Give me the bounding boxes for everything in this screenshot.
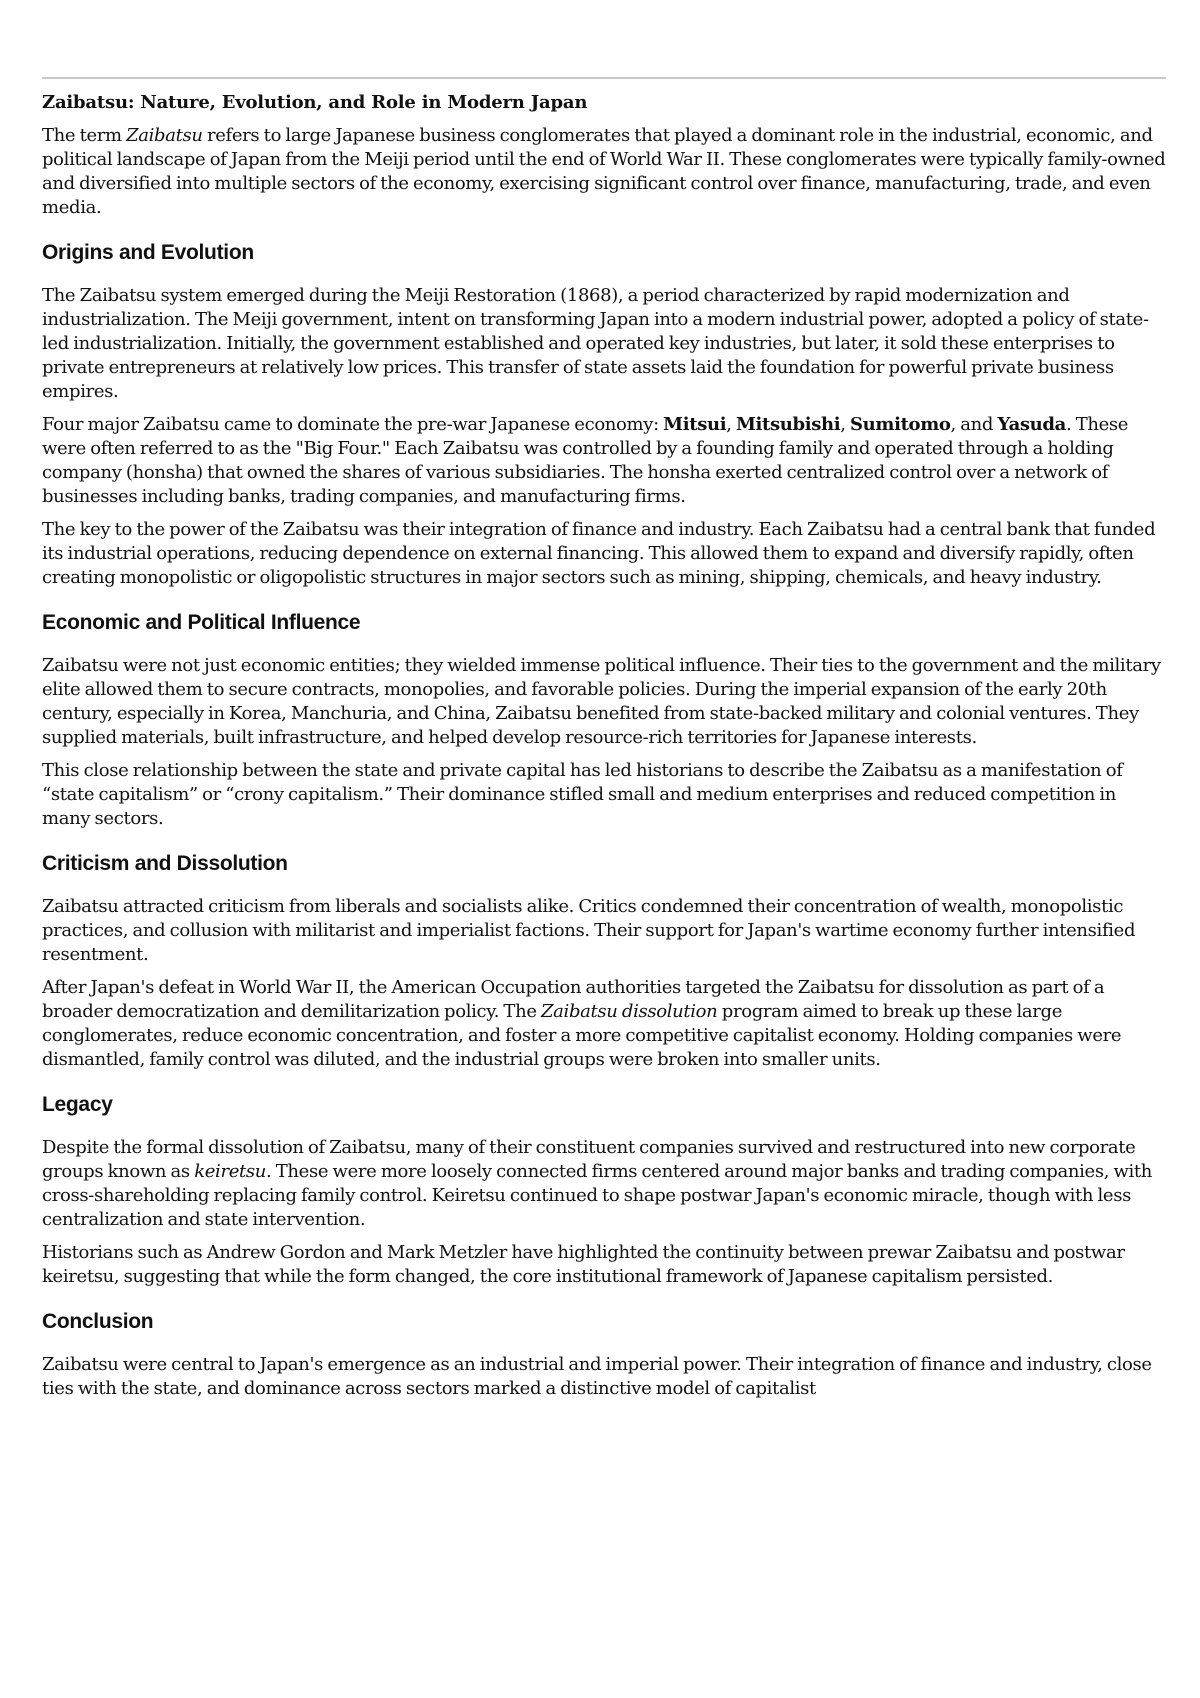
heading-criticism: Criticism and Dissolution [42, 852, 288, 875]
influence-paragraph-2: This close relationship between the state and private capital has led historians to describe the Zaibatsu as a manifestation of “state capitalism” or “crony capitalism.” Their dominance stifled small and medium enterprises and reduced competition in many sectors. [42, 760, 1123, 829]
name-mitsui: Mitsui [663, 414, 727, 435]
name-mitsubishi: Mitsubishi [735, 414, 841, 435]
legacy-paragraph-2: Historians such as Andrew Gordon and Mark Metzler have highlighted the continuity between prewar Zaibatsu and postwar keiretsu, suggesting that while the form changed, the core institutional framework of Japanese capitalism persisted. [42, 1242, 1125, 1287]
influence-paragraph-1: Zaibatsu were not just economic entities; they wielded immense political influence. Their ties to the government and the military elite allowed them to secure contracts, monopolies, and favorable policies. During the imperial expansion of the early 20th century, especially in Korea, Manchuria, and China, Zaibatsu benefited from state-backed military and colonial ventures. They supplied materials, built infrastructure, and helped develop resource-rich territories for Japanese interests. [42, 655, 1161, 748]
term-keiretsu: keiretsu [194, 1161, 267, 1182]
legacy-paragraph-1: Despite the formal dissolution of Zaibatsu, many of their constituent companies survived and restructured into new corporate groups known as keiretsu. These were more loosely connected firms centered around major banks and trading companies, with cross-shareholding replacing family control. Keiretsu continued to shape postwar Japan's economic miracle, though with less centralization and state intervention. [42, 1137, 1153, 1230]
document-body [42, 92, 1168, 1410]
criticism-paragraph-2: After Japan's defeat in World War II, the American Occupation authorities targeted the Zaibatsu for dissolution as part of a broader democratization and demilitarization policy. The Zaibatsu dissolution program aimed to break up these large conglomerates, reduce economic concentration, and foster a more competitive capitalist economy. Holding companies were dismantled, family control was diluted, and the industrial groups were broken into smaller units. [42, 977, 1122, 1070]
intro-paragraph: The term Zaibatsu refers to large Japanese business conglomerates that played a dominant role in the industrial, economic, and political landscape of Japan from the Meiji period until the end of World War II. These conglomerates were typically family-owned and diversified into multiple sectors of the economy, exercising significant control over finance, manufacturing, trade, and even media. [42, 125, 1166, 218]
name-yasuda: Yasuda [997, 414, 1066, 435]
top-divider [42, 77, 1166, 79]
origins-paragraph-3: The key to the power of the Zaibatsu was their integration of finance and industry. Each Zaibatsu had a central bank that funded its industrial operations, reducing dependence on external financing. This allowed them to expand and diversify rapidly, often creating monopolistic or oligopolistic structures in major sectors such as mining, shipping, chemicals, and heavy industry. [42, 519, 1156, 588]
criticism-paragraph-1: Zaibatsu attracted criticism from liberals and socialists alike. Critics condemned their concentration of wealth, monopolistic practices, and collusion with militarist and imperialist factions. Their support for Japan's wartime economy further intensified resentment. [42, 896, 1136, 965]
name-sumitomo: Sumitomo [850, 414, 951, 435]
term-zaibatsu: Zaibatsu [126, 125, 203, 146]
heading-influence: Economic and Political Influence [42, 611, 361, 634]
document-title: Zaibatsu: Nature, Evolution, and Role in Modern Japan [42, 92, 588, 113]
origins-paragraph-2: Four major Zaibatsu came to dominate the pre-war Japanese economy: Mitsui, Mitsubishi, Sumitomo, and Yasuda. These were often referred to as the "Big Four." Each Zaibatsu was controlled by a founding family and operated through a holding company (honsha) that owned the shares of various subsidiaries. The honsha exerted centralized control over a network of businesses including banks, trading companies, and manufacturing firms. [42, 414, 1129, 507]
origins-paragraph-1: The Zaibatsu system emerged during the Meiji Restoration (1868), a period characterized by rapid modernization and industrialization. The Meiji government, intent on transforming Japan into a modern industrial power, adopted a policy of state-led industrialization. Initially, the government established and operated key industries, but later, it sold these enterprises to private entrepreneurs at relatively low prices. This transfer of state assets laid the foundation for powerful private business empires. [42, 285, 1149, 402]
heading-conclusion: Conclusion [42, 1310, 154, 1333]
heading-legacy: Legacy [42, 1093, 113, 1116]
term-zaibatsu-dissolution: Zaibatsu dissolution [541, 1001, 718, 1022]
conclusion-paragraph-1: Zaibatsu were central to Japan's emergence as an industrial and imperial power. Their integration of finance and industry, close ties with the state, and dominance across sectors marked a distinctive model of capitalist [42, 1354, 1152, 1399]
heading-origins: Origins and Evolution [42, 241, 254, 264]
